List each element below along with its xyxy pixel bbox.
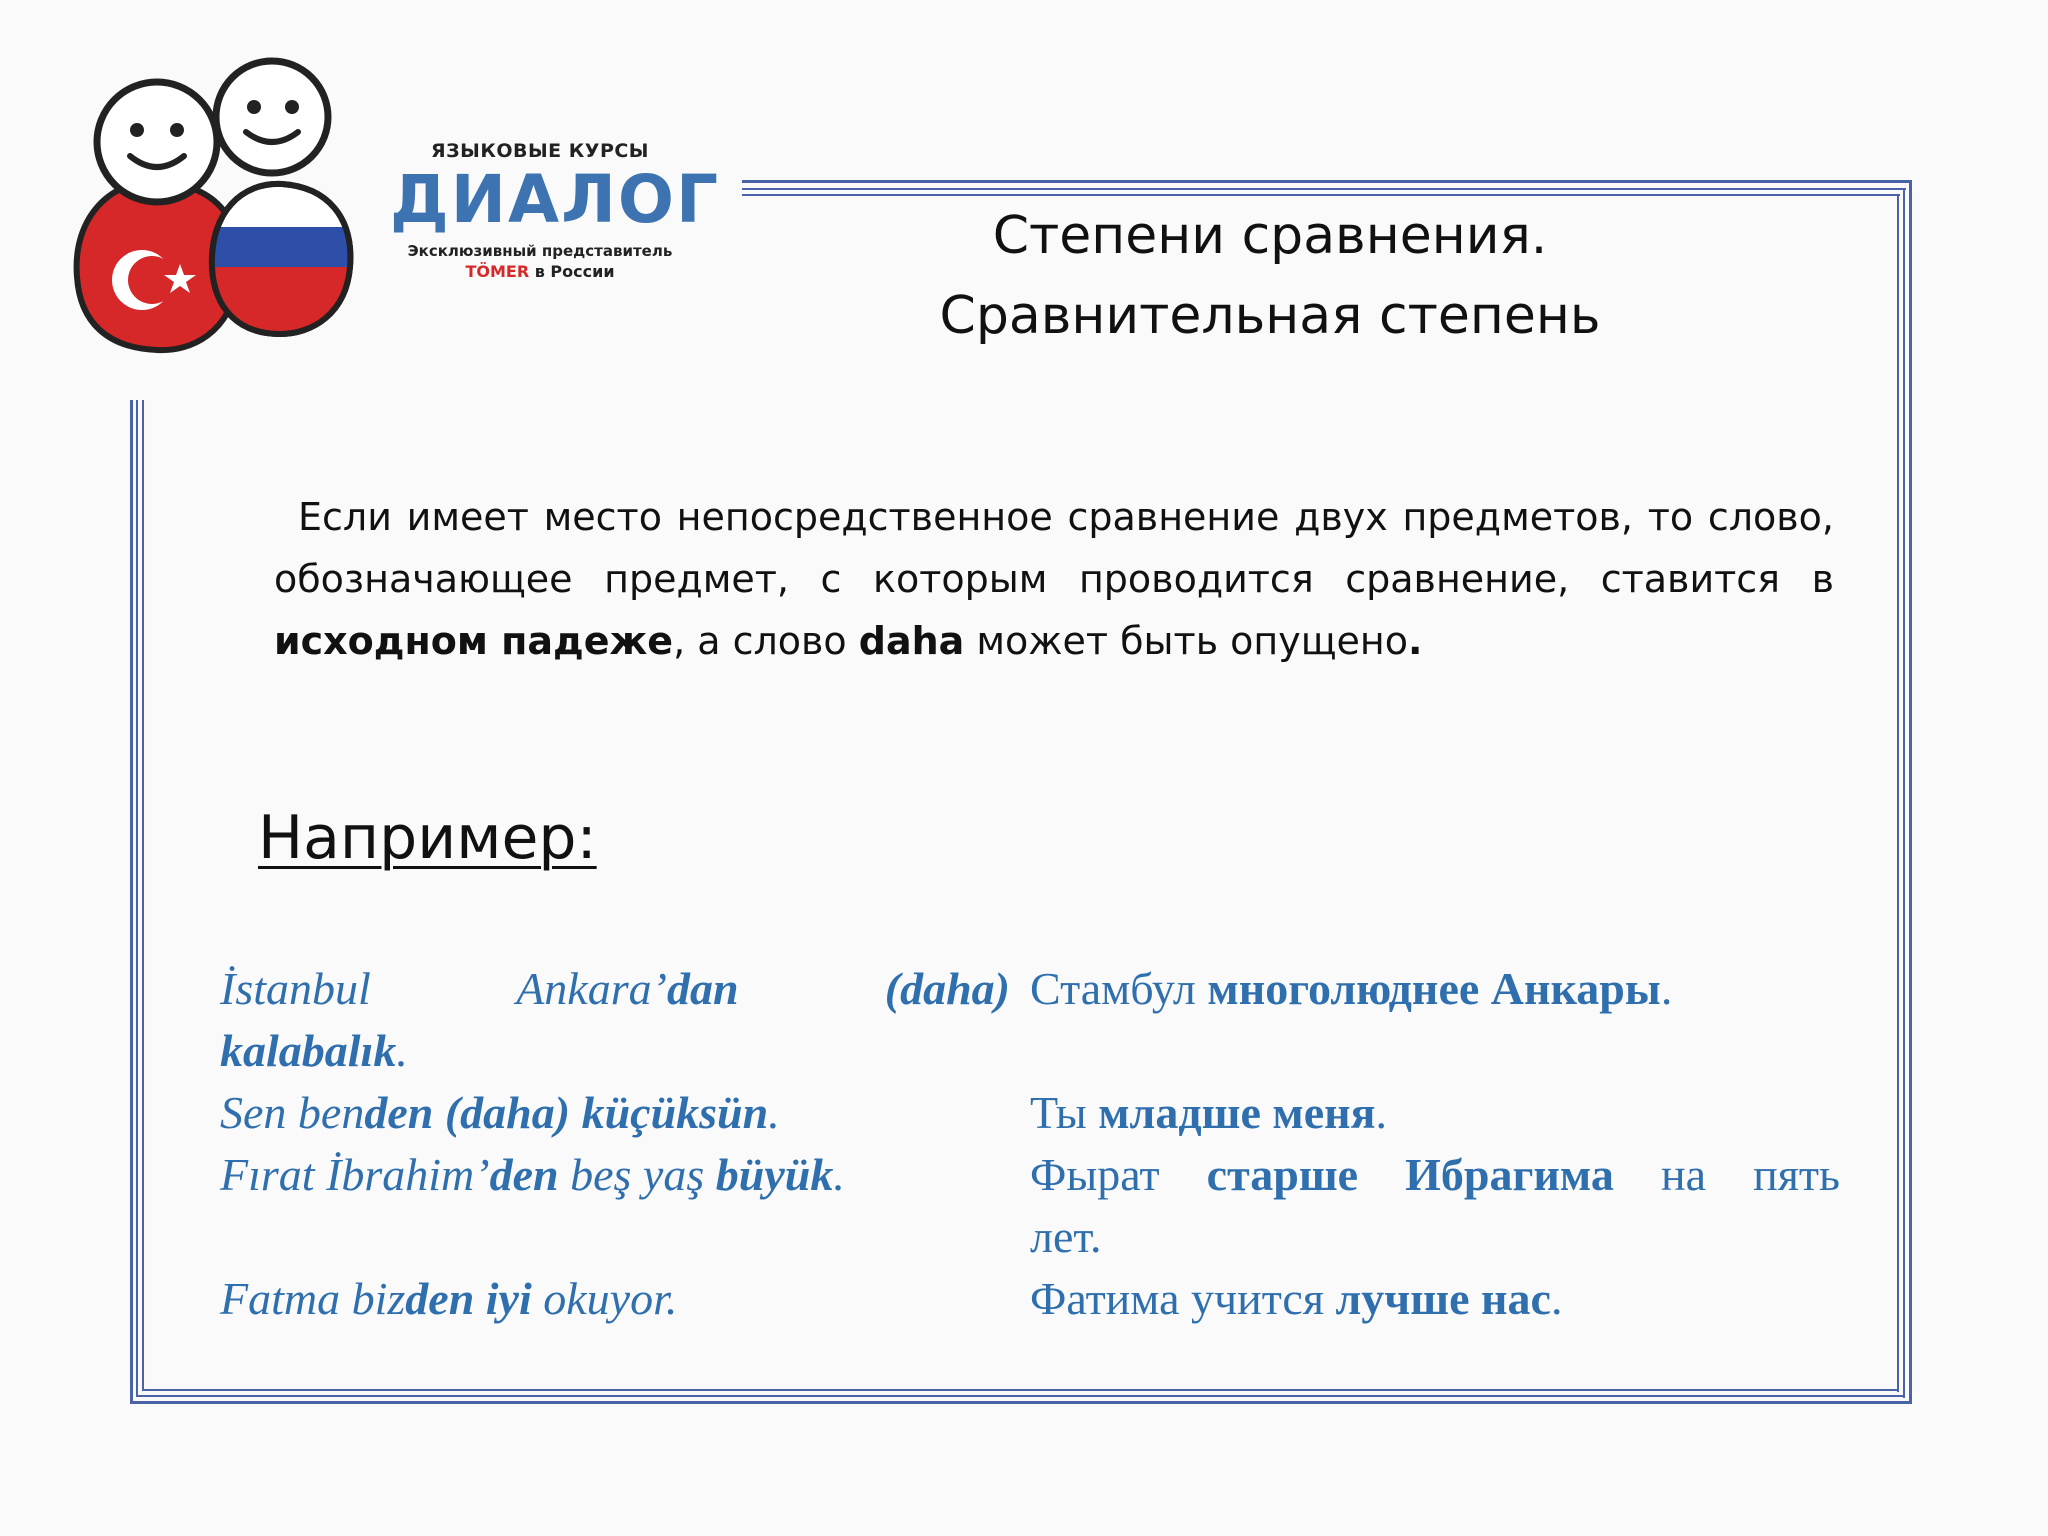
tr-text: Fatma biz xyxy=(220,1273,406,1324)
tr-stem: Ankara’ xyxy=(516,963,667,1014)
rule-bold-daha: daha xyxy=(858,619,965,663)
rule-bold-ablative: исходном падеже xyxy=(274,619,674,663)
ru-bold: многолюднее Анкары xyxy=(1207,963,1661,1014)
ru-text: Фатима учится xyxy=(1030,1273,1336,1324)
tr-bold: büyük xyxy=(715,1149,834,1200)
example-turkish xyxy=(220,1144,1010,1268)
tr-dot: . xyxy=(396,1025,408,1076)
tr-word xyxy=(516,963,738,1014)
ru-word: пять xyxy=(1753,1149,1840,1200)
tr-dot: . xyxy=(833,1149,845,1200)
tr-bold: den (daha) küçüksün xyxy=(364,1087,769,1138)
tr-text: okuyor. xyxy=(531,1273,678,1324)
example-turkish xyxy=(220,958,1010,1082)
logo-exclusive-label: Эксклюзивный представитель xyxy=(407,242,673,260)
ru-bold: Ибрагима xyxy=(1405,1149,1614,1200)
tr-bold: den iyi xyxy=(405,1273,532,1324)
ru-word: Фырат xyxy=(1030,1149,1160,1200)
tr-text: Sen ben xyxy=(220,1087,365,1138)
tr-daha: (daha) xyxy=(884,963,1010,1014)
rule-text-1: Если имеет место непосредственное сравнение двух предметов, то слово, обозначающее предмет, с которым проводится сравнение, ставится в xyxy=(274,495,1834,601)
page-title xyxy=(820,196,1720,356)
tr-word: İstanbul xyxy=(220,963,371,1014)
example-russian xyxy=(1030,958,1840,1082)
tr-text: Fırat İbrahim’ xyxy=(220,1149,490,1200)
ru-bold: старше xyxy=(1206,1149,1359,1200)
logo-in-russia: в России xyxy=(534,262,615,281)
example-row xyxy=(220,1144,1840,1268)
example-turkish xyxy=(220,1082,1010,1144)
example-row xyxy=(220,958,1840,1082)
examples-list xyxy=(220,958,1840,1330)
logo-tomer: TÖMER xyxy=(465,262,530,281)
tr-bold: den xyxy=(489,1149,559,1200)
rule-paragraph xyxy=(274,486,1834,672)
example-russian xyxy=(1030,1082,1840,1144)
logo-courses-label: ЯЗЫКОВЫЕ КУРСЫ xyxy=(431,140,649,162)
ru-bold: младше меня xyxy=(1098,1087,1376,1138)
ru-bold: лучше нас xyxy=(1335,1273,1551,1324)
example-russian xyxy=(1030,1268,1840,1330)
tr-dot: . xyxy=(768,1087,780,1138)
example-russian xyxy=(1030,1144,1840,1268)
logo-brand-name: ДИАЛОГ xyxy=(390,161,721,238)
ru-word: на xyxy=(1661,1149,1707,1200)
russian-figure-icon xyxy=(202,61,362,347)
example-row xyxy=(220,1082,1840,1144)
ru-text: Стамбул xyxy=(1030,963,1208,1014)
example-turkish xyxy=(220,1268,1010,1330)
title-line-1: Степени сравнения. xyxy=(992,206,1548,266)
logo-representative xyxy=(390,262,690,281)
rule-text-3: может быть опущено xyxy=(964,619,1409,663)
ru-text: Ты xyxy=(1030,1087,1099,1138)
ru-dot: . xyxy=(1375,1087,1388,1138)
example-row xyxy=(220,1268,1840,1330)
rule-end: . xyxy=(1408,619,1423,663)
tr-text: beş yaş xyxy=(558,1149,716,1200)
title-line-2: Сравнительная степень xyxy=(939,286,1601,346)
ru-dot: . xyxy=(1660,963,1673,1014)
example-heading: Например: xyxy=(258,803,597,873)
ru-word: лет. xyxy=(1030,1211,1102,1262)
tr-adjective: kalabalık xyxy=(220,1025,397,1076)
rule-text-2: , а слово xyxy=(673,619,859,663)
logo-caption xyxy=(390,140,721,281)
ru-dot: . xyxy=(1550,1273,1563,1324)
tr-suffix: dan xyxy=(666,963,739,1014)
